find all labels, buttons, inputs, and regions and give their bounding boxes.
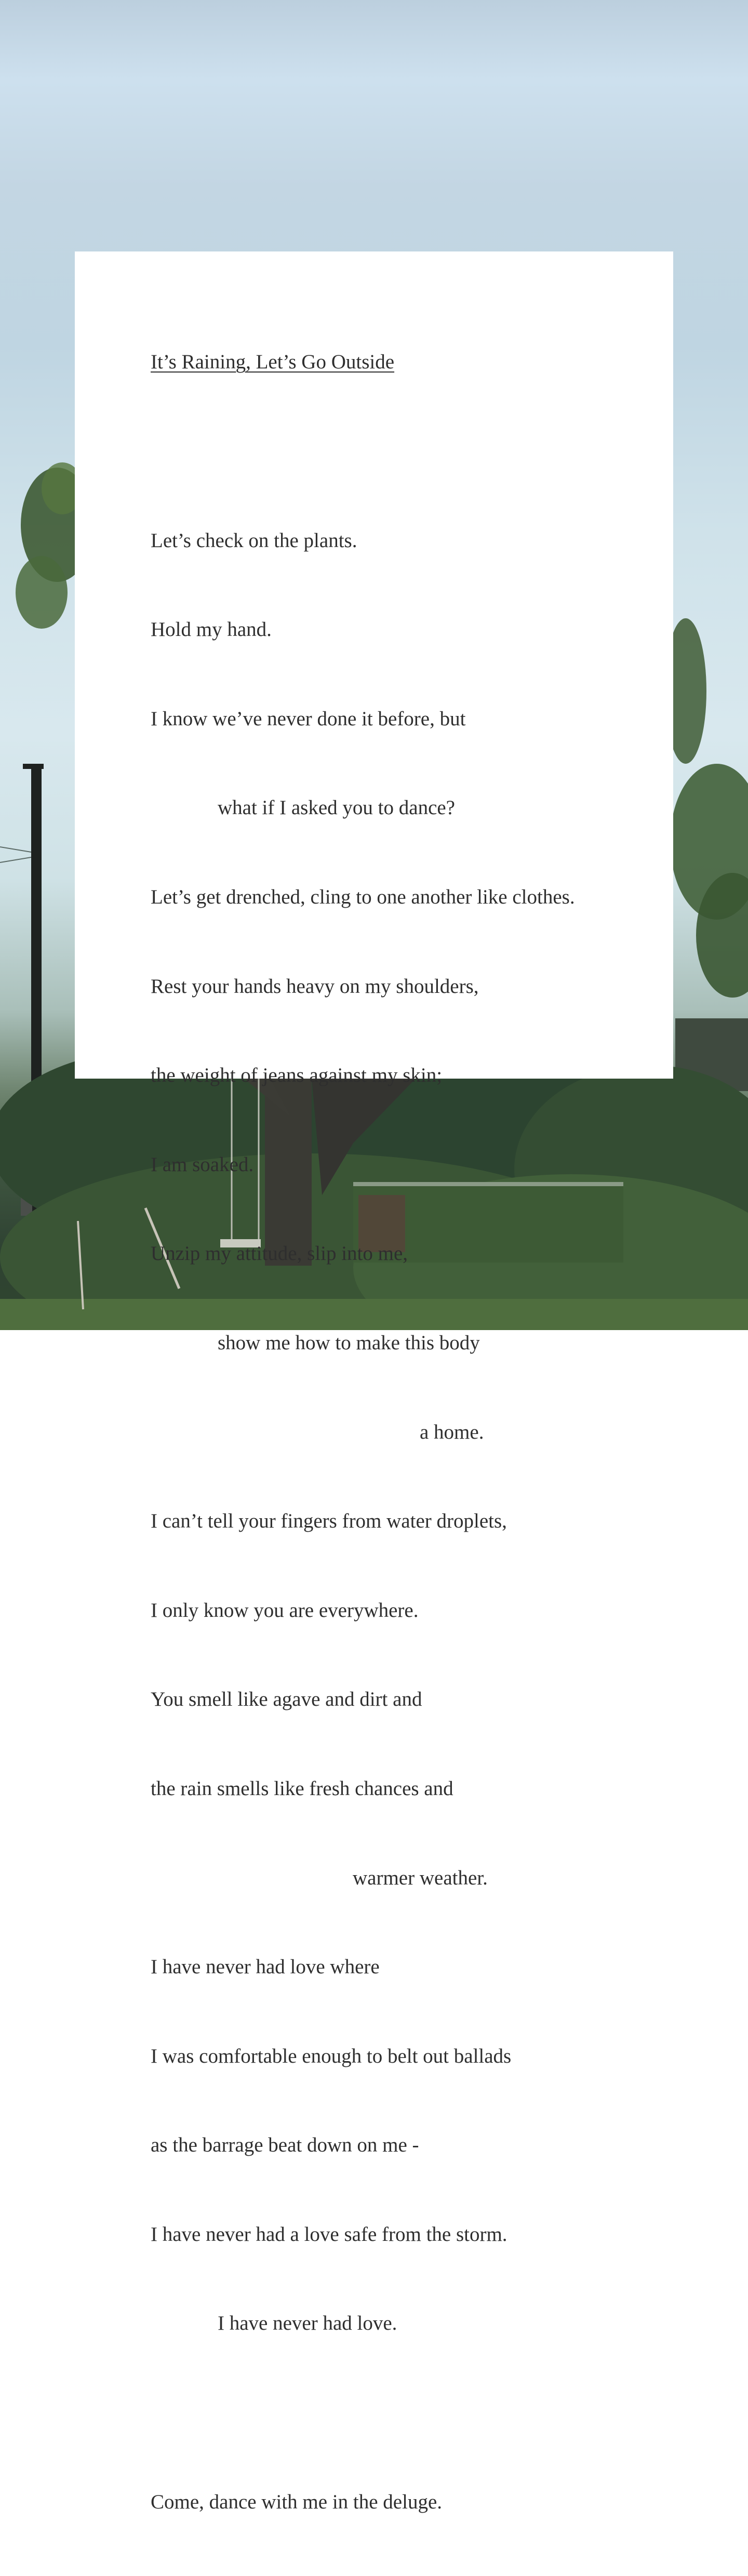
poem-title: It’s Raining, Let’s Go Outside xyxy=(151,351,395,374)
poem-title-line xyxy=(151,347,660,377)
poem-line-indented: I have never had love. xyxy=(218,2312,397,2335)
poem-line: I can’t tell your fingers from water droplets, xyxy=(151,1510,507,1533)
poem-line: I have never had a love safe from the storm. xyxy=(151,2223,507,2246)
poem-line: the weight of jeans against my skin; xyxy=(151,1064,443,1087)
poem-line: You smell like agave and dirt and xyxy=(151,1688,422,1711)
poem-line: Unzip my attitude, slip into me, xyxy=(151,1242,408,1265)
poem-line: as the barrage beat down on me - xyxy=(151,2134,419,2157)
poem-line: I was comfortable enough to belt out ballads xyxy=(151,2044,512,2067)
poem-card xyxy=(75,251,673,2513)
poem-line: the rain smells like fresh chances and xyxy=(151,1777,453,1800)
stanza-break xyxy=(151,436,660,466)
stanza-break xyxy=(151,2398,660,2427)
poem xyxy=(151,288,660,2576)
poem-line: I am soaked. xyxy=(151,1153,254,1176)
poem-line-indented: show me how to make this body xyxy=(218,1331,480,1354)
poem-line: I have never had love where xyxy=(151,1956,380,1979)
poem-line-indented: a home. xyxy=(420,1420,484,1443)
poem-line: Let’s check on the plants. xyxy=(151,529,357,552)
poem-line: I only know you are everywhere. xyxy=(151,1599,419,1622)
poem-line: Hold my hand. xyxy=(151,618,272,641)
poem-line: Rest your hands heavy on my shoulders, xyxy=(151,975,479,998)
right-tree-foliage xyxy=(665,618,748,1091)
poem-line: Let’s get drenched, cling to one another like clothes. xyxy=(151,885,575,908)
poem-line-indented: warmer weather. xyxy=(353,1866,488,1889)
poem-line: I know we’ve never done it before, but xyxy=(151,707,466,730)
poem-closing-line: Come, dance with me in the deluge. xyxy=(151,2490,443,2513)
poem-line-indented: what if I asked you to dance? xyxy=(218,796,455,819)
